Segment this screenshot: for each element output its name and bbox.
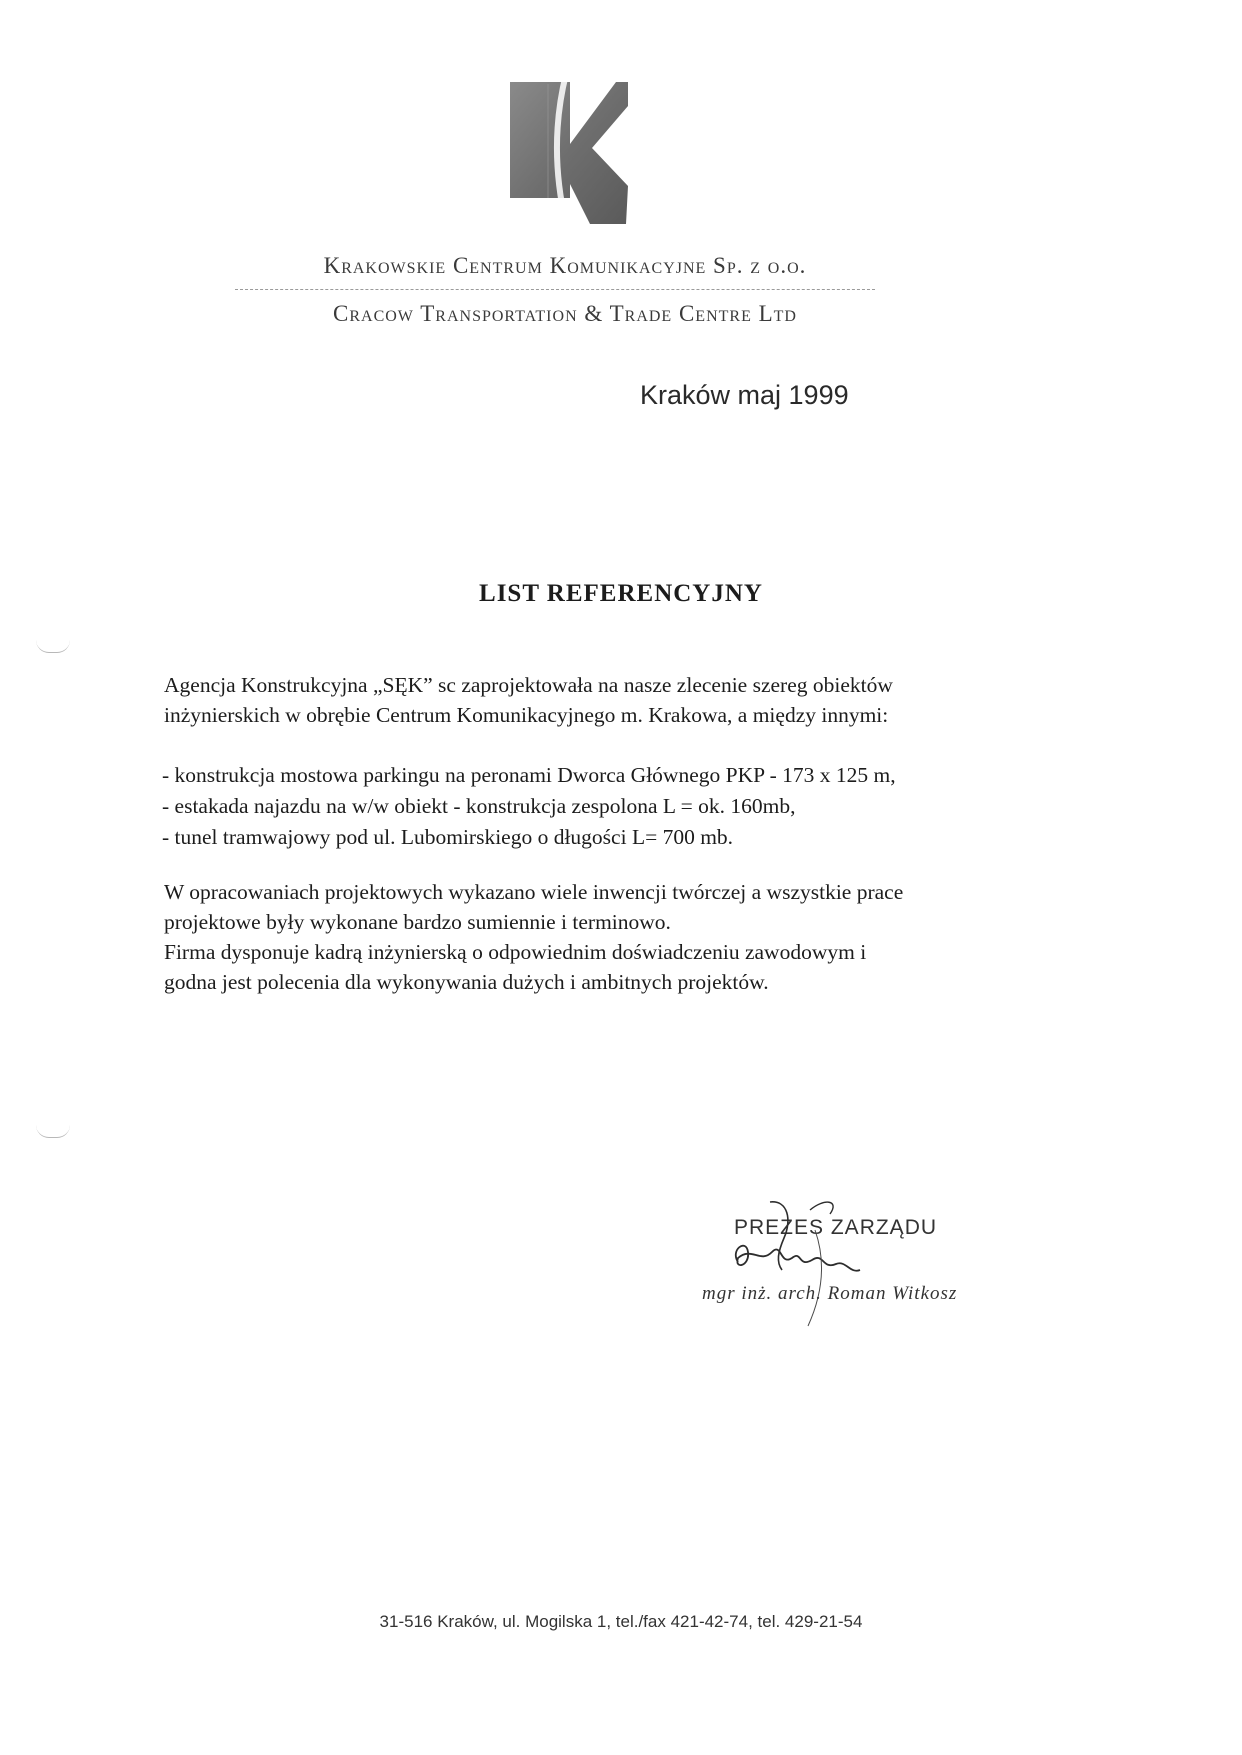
- company-name-polish: Krakowskie Centrum Komunikacyjne Sp. z o.o.: [323, 253, 807, 278]
- closing-paragraph: [164, 877, 1054, 997]
- signatory-title: PREZES ZARZĄDU: [734, 1216, 938, 1239]
- project-item: - estakada najazdu na w/w obiekt - konstrukcja zespolona L = ok. 160mb,: [162, 794, 796, 818]
- closing-line: Firma dysponuje kadrą inżynierską o odpowiednim doświadczeniu zawodowym i: [164, 940, 867, 964]
- project-item: - konstrukcja mostowa parkingu na peronami Dworca Głównego PKP - 173 x 125 m,: [162, 763, 896, 787]
- project-item: - tunel tramwajowy pod ul. Lubomirskiego o długości L= 700 mb.: [162, 825, 734, 849]
- closing-line: godna jest polecenia dla wykonywania dużych i ambitnych projektów.: [164, 970, 769, 994]
- intro-paragraph: [164, 670, 1054, 730]
- company-divider: [235, 289, 875, 290]
- company-logo: [508, 74, 630, 224]
- closing-line: W opracowaniach projektowych wykazano wiele inwencji twórczej a wszystkie prace: [164, 880, 904, 904]
- intro-line: Agencja Konstrukcyjna „SĘK” sc zaprojektowała na nasze zlecenie szereg obiektów: [164, 673, 893, 697]
- projects-list: [162, 760, 896, 853]
- document-title: LIST REFERENCYJNY: [479, 580, 763, 607]
- handwritten-signature: [690, 1190, 1020, 1340]
- intro-line: inżynierskich w obrębie Centrum Komunikacyjnego m. Krakowa, a między innymi:: [164, 703, 889, 727]
- punch-hole-mark: [36, 1125, 70, 1138]
- letter-date: Kraków maj 1999: [640, 380, 849, 410]
- punch-hole-mark: [36, 640, 70, 653]
- closing-line: projektowe były wykonane bardzo sumiennie i terminowo.: [164, 910, 671, 934]
- company-name-english: Cracow Transportation & Trade Centre Ltd: [333, 301, 797, 326]
- signatory-name: mgr inż. arch. Roman Witkosz: [702, 1283, 958, 1304]
- company-address: 31-516 Kraków, ul. Mogilska 1, tel./fax 421-42-74, tel. 429-21-54: [379, 1612, 863, 1631]
- signature-block: [690, 1190, 1020, 1340]
